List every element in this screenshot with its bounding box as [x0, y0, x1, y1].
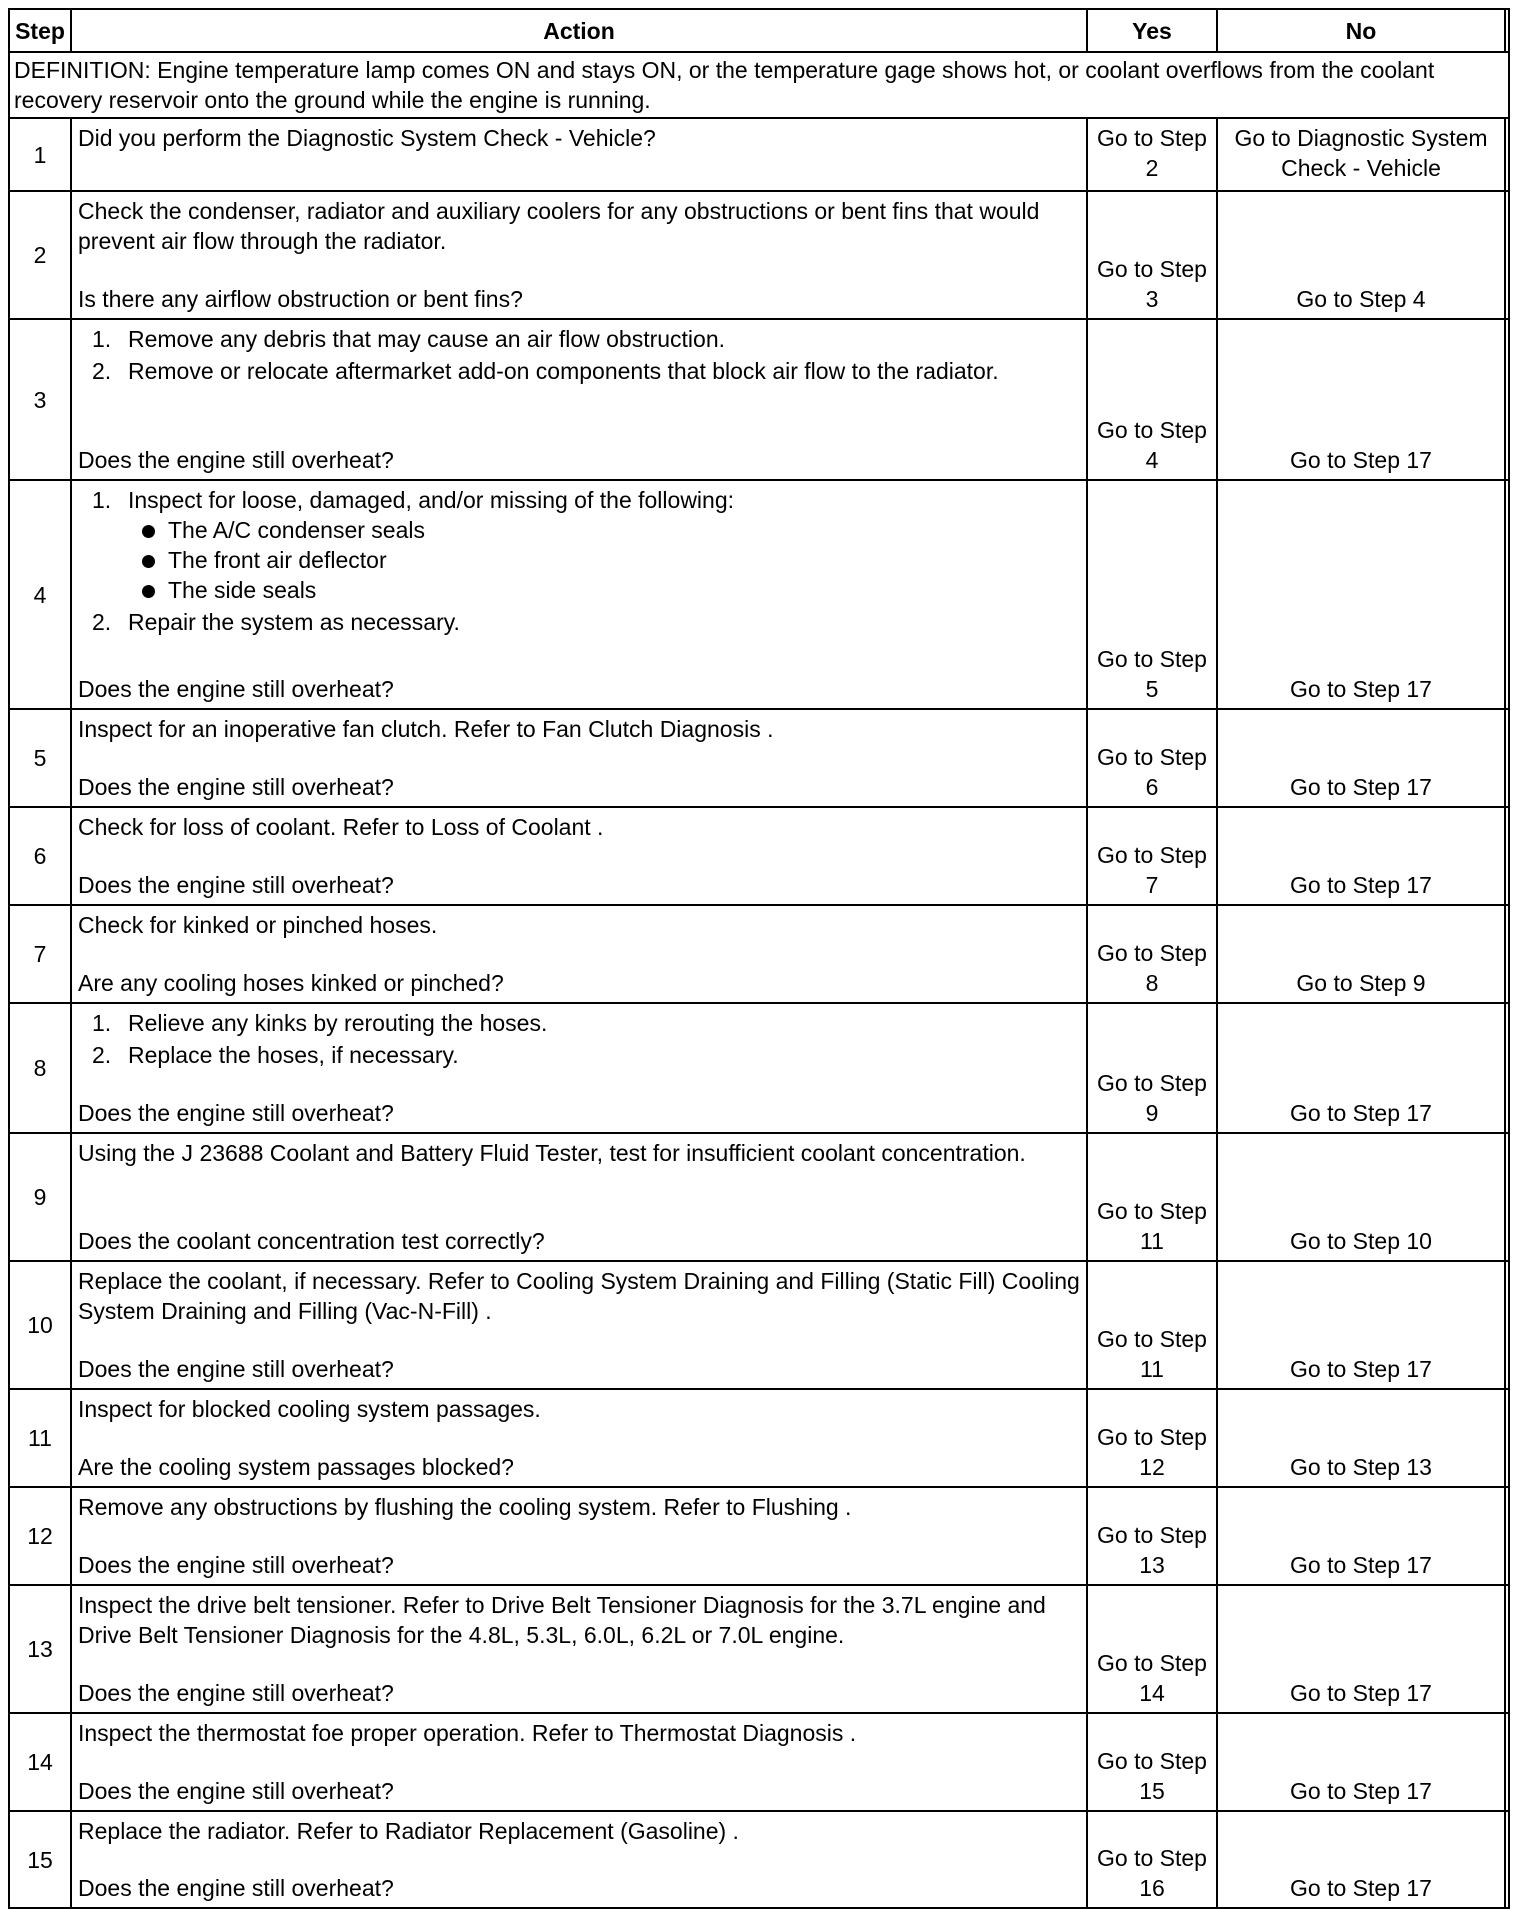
action-cell — [71, 1133, 1087, 1261]
action-cell — [71, 709, 1087, 807]
row-spacer — [1505, 807, 1509, 905]
yes-result: Go to Step 11 — [1087, 1261, 1217, 1389]
yes-result: Go to Step 3 — [1087, 191, 1217, 319]
yes-result: Go to Step 16 — [1087, 1811, 1217, 1908]
bullet-item — [128, 515, 1080, 545]
yes-result: Go to Step 6 — [1087, 709, 1217, 807]
row-spacer — [1505, 1261, 1509, 1389]
action-question: Does the engine still overheat? — [78, 447, 394, 473]
table-row — [9, 118, 1509, 191]
action-text: Check the condenser, radiator and auxiliary coolers for any obstructions or bent fins that would prevent air flow through the radiator. — [78, 198, 1040, 254]
diagnostic-document — [8, 8, 1508, 1901]
step-number: 5 — [9, 709, 71, 807]
no-result: Go to Step 17 — [1217, 319, 1505, 480]
row-spacer — [1505, 191, 1509, 319]
step-number: 9 — [9, 1133, 71, 1261]
no-result: Go to Step 17 — [1217, 1713, 1505, 1811]
table-row — [9, 1261, 1509, 1389]
action-question: Does the engine still overheat? — [78, 1875, 394, 1901]
step-number: 8 — [9, 1003, 71, 1133]
action-cell — [71, 1261, 1087, 1389]
bullet-item — [128, 575, 1080, 605]
action-question: Does the engine still overheat? — [78, 1356, 394, 1382]
step-number: 12 — [9, 1487, 71, 1585]
row-spacer — [1505, 118, 1509, 191]
list-item-text: Remove or relocate aftermarket add-on components that block air flow to the radiator. — [128, 358, 999, 384]
action-question: Does the engine still overheat? — [78, 676, 394, 702]
list-item-number: 1. — [92, 1010, 112, 1036]
no-result: Go to Step 13 — [1217, 1389, 1505, 1487]
no-result: Go to Step 17 — [1217, 1811, 1505, 1908]
action-question: Are the cooling system passages blocked? — [78, 1454, 514, 1480]
table-row — [9, 709, 1509, 807]
no-result: Go to Diagnostic System Check - Vehicle — [1217, 118, 1505, 191]
no-result: Go to Step 17 — [1217, 480, 1505, 709]
action-cell — [71, 905, 1087, 1003]
yes-result: Go to Step 12 — [1087, 1389, 1217, 1487]
action-question: Is there any airflow obstruction or bent fins? — [78, 286, 523, 312]
yes-result: Go to Step 15 — [1087, 1713, 1217, 1811]
action-list-item — [78, 324, 1080, 354]
row-spacer — [1505, 1585, 1509, 1713]
list-item-number: 1. — [92, 326, 112, 352]
action-cell — [71, 1585, 1087, 1713]
list-item-text: Repair the system as necessary. — [128, 609, 460, 635]
step-number: 11 — [9, 1389, 71, 1487]
table-row — [9, 1133, 1509, 1261]
action-question: Does the engine still overheat? — [78, 872, 394, 898]
table-row — [9, 1713, 1509, 1811]
action-cell — [71, 1811, 1087, 1908]
action-text: Inspect the drive belt tensioner. Refer to Drive Belt Tensioner Diagnosis for the 3.7L engine and Drive Belt Tensioner Diagnosis for the 4.8L, 5.3L, 6.0L, 6.2L or 7.0L engine. — [78, 1592, 1046, 1648]
step-number: 15 — [9, 1811, 71, 1908]
bullet-list — [128, 515, 1080, 605]
action-question: Does the engine still overheat? — [78, 774, 394, 800]
action-text: Remove any obstructions by flushing the cooling system. Refer to Flushing . — [78, 1494, 852, 1520]
bullet-dot-icon — [142, 585, 155, 598]
action-cell — [71, 319, 1087, 480]
action-question: Does the coolant concentration test correctly? — [78, 1228, 545, 1254]
no-result: Go to Step 10 — [1217, 1133, 1505, 1261]
action-question: Does the engine still overheat? — [78, 1100, 394, 1126]
action-cell — [71, 191, 1087, 319]
table-row — [9, 905, 1509, 1003]
table-row — [9, 319, 1509, 480]
action-cell — [71, 807, 1087, 905]
row-spacer — [1505, 1487, 1509, 1585]
header-no: No — [1217, 9, 1505, 52]
no-result: Go to Step 17 — [1217, 1487, 1505, 1585]
yes-result: Go to Step 11 — [1087, 1133, 1217, 1261]
table-header-row — [9, 9, 1509, 52]
action-cell — [71, 480, 1087, 709]
step-number: 4 — [9, 480, 71, 709]
action-list-item — [78, 607, 1080, 637]
list-item-number: 2. — [92, 1042, 112, 1068]
bullet-dot-icon — [142, 555, 155, 568]
action-text: Did you perform the Diagnostic System Check - Vehicle? — [78, 125, 656, 151]
yes-result: Go to Step 14 — [1087, 1585, 1217, 1713]
row-spacer — [1505, 319, 1509, 480]
action-text: Inspect for an inoperative fan clutch. Refer to Fan Clutch Diagnosis . — [78, 716, 774, 742]
bullet-text: The front air deflector — [168, 547, 387, 573]
action-question: Does the engine still overheat? — [78, 1680, 394, 1706]
step-number: 2 — [9, 191, 71, 319]
action-list-item — [78, 1008, 1080, 1038]
action-cell — [71, 118, 1087, 191]
action-cell — [71, 1713, 1087, 1811]
action-list — [78, 324, 1080, 386]
diagnostic-table — [8, 8, 1510, 1909]
action-question: Are any cooling hoses kinked or pinched? — [78, 970, 504, 996]
action-text: Replace the radiator. Refer to Radiator Replacement (Gasoline) . — [78, 1818, 739, 1844]
no-result: Go to Step 17 — [1217, 807, 1505, 905]
row-spacer — [1505, 480, 1509, 709]
list-item-number: 1. — [92, 487, 112, 513]
action-list-item — [78, 356, 1080, 386]
list-item-text: Relieve any kinks by rerouting the hoses. — [128, 1010, 548, 1036]
no-result: Go to Step 17 — [1217, 709, 1505, 807]
action-text: Inspect for blocked cooling system passages. — [78, 1396, 541, 1422]
step-number: 7 — [9, 905, 71, 1003]
step-number: 1 — [9, 118, 71, 191]
action-text: Inspect the thermostat foe proper operation. Refer to Thermostat Diagnosis . — [78, 1720, 857, 1746]
list-item-text: Replace the hoses, if necessary. — [128, 1042, 459, 1068]
yes-result: Go to Step 2 — [1087, 118, 1217, 191]
table-row — [9, 1811, 1509, 1908]
action-list — [78, 1008, 1080, 1070]
action-text: Check for loss of coolant. Refer to Loss of Coolant . — [78, 814, 604, 840]
yes-result: Go to Step 8 — [1087, 905, 1217, 1003]
list-item-number: 2. — [92, 358, 112, 384]
header-spacer — [1505, 9, 1509, 52]
no-result: Go to Step 4 — [1217, 191, 1505, 319]
yes-result: Go to Step 9 — [1087, 1003, 1217, 1133]
step-number: 6 — [9, 807, 71, 905]
table-row — [9, 1003, 1509, 1133]
table-row — [9, 1487, 1509, 1585]
header-step: Step — [9, 9, 71, 52]
header-yes: Yes — [1087, 9, 1217, 52]
yes-result: Go to Step 7 — [1087, 807, 1217, 905]
row-spacer — [1505, 709, 1509, 807]
action-list-item — [78, 485, 1080, 605]
list-item-number: 2. — [92, 609, 112, 635]
row-spacer — [1505, 1713, 1509, 1811]
definition-text: DEFINITION: Engine temperature lamp comes ON and stays ON, or the temperature gage shows hot, or coolant overflows from the coolant recovery reservoir onto the ground while the engine is running. — [9, 52, 1509, 118]
no-result: Go to Step 9 — [1217, 905, 1505, 1003]
table-row — [9, 191, 1509, 319]
list-item-text: Inspect for loose, damaged, and/or missing of the following: — [128, 487, 735, 513]
bullet-dot-icon — [142, 525, 155, 538]
action-question: Does the engine still overheat? — [78, 1552, 394, 1578]
bullet-text: The side seals — [168, 577, 317, 603]
table-row — [9, 807, 1509, 905]
action-list-item — [78, 1040, 1080, 1070]
row-spacer — [1505, 1389, 1509, 1487]
row-spacer — [1505, 1133, 1509, 1261]
action-question: Does the engine still overheat? — [78, 1778, 394, 1804]
action-list — [78, 485, 1080, 637]
bullet-item — [128, 545, 1080, 575]
yes-result: Go to Step 5 — [1087, 480, 1217, 709]
no-result: Go to Step 17 — [1217, 1585, 1505, 1713]
step-number: 13 — [9, 1585, 71, 1713]
no-result: Go to Step 17 — [1217, 1261, 1505, 1389]
row-spacer — [1505, 905, 1509, 1003]
table-row — [9, 1389, 1509, 1487]
action-text: Using the J 23688 Coolant and Battery Fluid Tester, test for insufficient coolant concentration. — [78, 1140, 1026, 1166]
row-spacer — [1505, 1003, 1509, 1133]
step-number: 10 — [9, 1261, 71, 1389]
action-cell — [71, 1003, 1087, 1133]
action-text: Check for kinked or pinched hoses. — [78, 912, 438, 938]
step-number: 14 — [9, 1713, 71, 1811]
table-row — [9, 480, 1509, 709]
list-item-text: Remove any debris that may cause an air flow obstruction. — [128, 326, 726, 352]
table-row — [9, 1585, 1509, 1713]
yes-result: Go to Step 13 — [1087, 1487, 1217, 1585]
yes-result: Go to Step 4 — [1087, 319, 1217, 480]
definition-row — [9, 52, 1509, 118]
action-cell — [71, 1487, 1087, 1585]
action-cell — [71, 1389, 1087, 1487]
header-action: Action — [71, 9, 1087, 52]
bullet-text: The A/C condenser seals — [168, 517, 425, 543]
no-result: Go to Step 17 — [1217, 1003, 1505, 1133]
action-text: Replace the coolant, if necessary. Refer to Cooling System Draining and Filling (Static Fill) Cooling System Draining and Filling (Vac-N-Fill) . — [78, 1268, 1080, 1324]
step-number: 3 — [9, 319, 71, 480]
row-spacer — [1505, 1811, 1509, 1908]
